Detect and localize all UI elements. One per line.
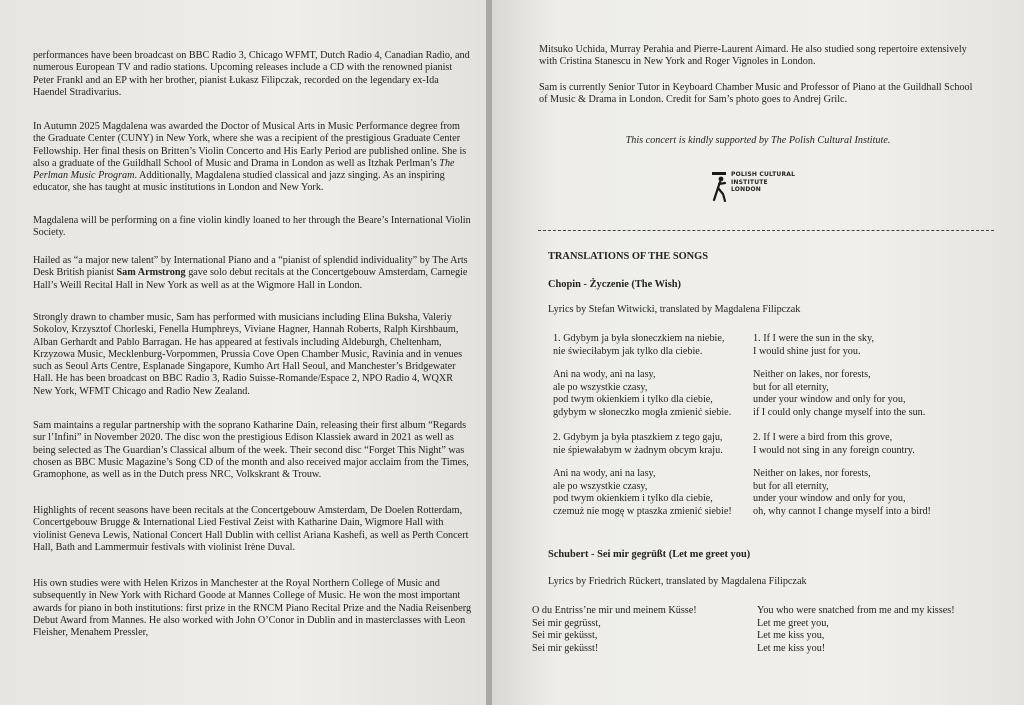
logo-line-3: LONDON bbox=[731, 186, 762, 193]
poem-line: You who were snatched from me and my kisses! bbox=[757, 605, 955, 616]
chopin-original-stanza-4 bbox=[553, 468, 732, 518]
chopin-translation-stanza-3 bbox=[753, 432, 915, 457]
poem-line: ale po wszystkie czasy, bbox=[553, 381, 648, 393]
poem-line: Let me kiss you, bbox=[757, 630, 825, 641]
right-page bbox=[492, 0, 1024, 705]
schubert-translation-stanza bbox=[757, 605, 955, 655]
biography-paragraph-partnership: Sam maintains a regular partnership with the soprano Katharine Dain, releasing their first album “Regards sur l’Infini” in November 2020. The disc won the prestigious Edison Klassiek award in 2021 as well as being selected as The Guardian’s Classical album of the week. Their second disc “Forget This Night” was chosen as BBC Music Magazine’s Song CD of the month and also received major acclaim from the Times, Gramophone, as well as in the Dutch press NRC, Volkskrant & Trouw. bbox=[33, 420, 469, 481]
poem-line: gdybym w słoneczko mogła zmienić siebie. bbox=[553, 406, 732, 418]
chopin-translation-stanza-1 bbox=[753, 333, 874, 358]
biography-paragraph-highlights: Highlights of recent seasons have been recitals at the Concertgebouw Amsterdam, De Doelen Rotterdam, Concertgebouw Brugge & International Lied Festival Zeist with Katharine Dain, Wigmore Hall with violinist Geneva Lewis, National Concert Hall Dublin with cellist Ariana Kashefi, as well as Perth Concert Hall, Bath and Lammermuir festivals with violinist Irène Duval. bbox=[33, 505, 469, 553]
poem-line: czemuż nie mogę w ptaszka zmienić siebie! bbox=[553, 505, 732, 517]
logo-line-2: INSTITUTE bbox=[731, 178, 768, 186]
poem-line: under your window and only for you, bbox=[753, 394, 906, 405]
poem-line: Neither on lakes, nor forests, bbox=[753, 468, 871, 479]
poem-line: Sei mir geküsst! bbox=[532, 642, 599, 654]
poem-line: ale po wszystkie czasy, bbox=[553, 480, 648, 492]
poem-line: I would shine just for you. bbox=[753, 345, 861, 357]
poem-line: pod twym okienkiem i tylko dla ciebie, bbox=[553, 394, 713, 405]
logo-line-1: POLISH CULTURAL bbox=[731, 171, 796, 178]
poem-line: Ani na wody, ani na lasy, bbox=[553, 468, 656, 479]
poem-line: under your window and only for you, bbox=[753, 493, 906, 504]
poem-line: nie świeciłabym jak tylko dla ciebie. bbox=[553, 345, 703, 357]
chopin-song-title: Chopin - Życzenie (The Wish) bbox=[548, 279, 681, 290]
poem-line: Let me greet you, bbox=[757, 617, 829, 629]
poem-line: pod twym okienkiem i tylko dla ciebie, bbox=[553, 493, 713, 504]
sam-intro-text-end: gave solo debut recitals at the Concertgebouw Amsterdam, Carnegie Hall’s Weill Recital Hall in New York as well as at the Wigmore Hall in London. bbox=[33, 267, 468, 291]
polish-cultural-institute-logo bbox=[712, 170, 796, 206]
poem-line: 1. If I were the sun in the sky, bbox=[753, 333, 874, 344]
poem-line: Neither on lakes, nor forests, bbox=[753, 369, 871, 380]
schubert-original-stanza bbox=[532, 605, 697, 655]
schubert-song-title: Schubert - Sei mir gegrüßt (Let me greet you) bbox=[548, 549, 751, 560]
biography-paragraph-doctorate bbox=[33, 121, 473, 195]
chopin-lyrics-credit: Lyrics by Stefan Witwicki, translated by Magdalena Filipczak bbox=[548, 304, 801, 315]
biography-paragraph-repertoire: Mitsuko Uchida, Murray Perahia and Pierre-Laurent Aimard. He also studied song repertoire extensively with Cristina Stanescu in New York and Roger Vignoles in London. bbox=[539, 44, 967, 68]
poem-line: 1. Gdybym ja była słoneczkiem na niebie, bbox=[553, 333, 725, 344]
sam-intro-text: Hailed as “a major new talent” by International Piano and a “pianist of splendid individuality” by The Arts Desk British pianist bbox=[33, 255, 468, 279]
chopin-translation-stanza-4 bbox=[753, 468, 931, 518]
poem-line: but for all eternity, bbox=[753, 480, 829, 492]
figure-icon bbox=[712, 172, 728, 202]
logo-wordmark bbox=[731, 171, 795, 194]
doctorate-text-end: . Additionally, Magdalena studied classical and jazz singing. As an inspiring educator, she has taught at music institutions in London and New York. bbox=[33, 170, 445, 194]
poem-line: if I could only change myself into the sun. bbox=[753, 406, 926, 418]
section-divider bbox=[538, 230, 994, 231]
biography-paragraph-studies: His own studies were with Helen Krizos in Manchester at the Royal Northern College of Music and subsequently in New York with Richard Goode at Mannes College of Music. He won the most important awards for piano in both institutions: first prize in the RNCM Piano Recital Prize and the Nadia Reisenberg Debut Award from Mannes. He also worked with John O’Conor in Dublin and in masterclasses with Leon Fleisher, Menahem Pressler, bbox=[33, 578, 472, 639]
biography-paragraph-sam-intro bbox=[33, 255, 473, 292]
poem-line: Sei mir gegrüsst, bbox=[532, 617, 601, 629]
doctorate-text: In Autumn 2025 Magdalena was awarded the Doctor of Musical Arts in Music Performance degree from the Graduate Center (CUNY) in New York, where she was a recipient of the prestigious Graduate Center Fellowship. Her final thesis on Britten’s Violin Concerto and His Early Period are published online. She is also a graduate of the Guildhall School of Music and Drama in London as well as Itzhak Perlman’s bbox=[33, 121, 467, 169]
chopin-original-stanza-1 bbox=[553, 333, 724, 358]
biography-paragraph-violin: Magdalena will be performing on a fine violin kindly loaned to her through the Beare’s International Violin Society. bbox=[33, 215, 471, 239]
poem-line: but for all eternity, bbox=[753, 381, 829, 393]
biography-paragraph-chamber-music: Strongly drawn to chamber music, Sam has performed with musicians including Elina Buksha, Valeriy Sokolov, Krzysztof Chorleski, Fenella Humphreys, Viviane Hagner, Hannah Roberts, Ralph Kirshbaum, Alban Gerhardt and Pablo Barragan. He has appeared at festivals including Aldeburgh, Cheltenham, Krzyzowa Music, Mecklenburg-Vorpommen, Prussia Cove Open Chamber Music, Ravinia and in venues such as Seoul Arts Centre, Esplanade Singapore, Kumho Art Hall Seoul, and Manchester’s Bridgewater Hall. He has been broadcast on BBC Radio 3, Radio Suisse-Romande/Espace 2, NPO Radio 4, WQXR New York, WFMT Chicago and Radio New Zealand. bbox=[33, 312, 463, 397]
chopin-original-stanza-3 bbox=[553, 432, 723, 457]
biography-paragraph-current-role: Sam is currently Senior Tutor in Keyboard Chamber Music and Professor of Piano at the Guildhall School of Music & Drama in London. Credit for Sam’s photo goes to Andrej Grilc. bbox=[539, 82, 973, 106]
poem-line: I would not sing in any foreign country. bbox=[753, 444, 915, 456]
poem-line: 2. Gdybym ja była ptaszkiem z tego gaju, bbox=[553, 432, 723, 443]
chopin-translation-stanza-2 bbox=[753, 369, 925, 419]
sam-armstrong-name: Sam Armstrong bbox=[116, 267, 186, 279]
poem-line: Ani na wody, ani na lasy, bbox=[553, 369, 656, 380]
chopin-original-stanza-2 bbox=[553, 369, 731, 419]
poem-line: Sei mir geküsst, bbox=[532, 630, 598, 641]
poem-line: Let me kiss you! bbox=[757, 642, 826, 654]
left-page bbox=[0, 0, 486, 705]
support-notice: This concert is kindly supported by The Polish Cultural Institute. bbox=[625, 135, 891, 146]
translations-heading: TRANSLATIONS OF THE SONGS bbox=[548, 251, 709, 262]
poem-line: 2. If I were a bird from this grove, bbox=[753, 432, 893, 443]
poem-line: O du Entriss’ne mir und meinem Küsse! bbox=[532, 605, 697, 616]
poem-line: oh, why cannot I change myself into a bird! bbox=[753, 505, 931, 517]
biography-paragraph-broadcasts: performances have been broadcast on BBC Radio 3, Chicago WFMT, Dutch Radio 4, Canadian Radio, and numerous European TV and radio stations. Upcoming releases include a CD with the renowned pianist Peter Frankl and an EP with her brother, pianist Łukasz Filipczak, recorded on the legendary ex-Ida Haendel Stradivarius. bbox=[33, 50, 470, 98]
schubert-lyrics-credit: Lyrics by Friedrich Rückert, translated by Magdalena Filipczak bbox=[548, 576, 807, 587]
perlman-program-title: The Perlman Music Program bbox=[33, 157, 455, 182]
poem-line: nie śpiewałabym w żadnym obcym kraju. bbox=[553, 444, 723, 456]
